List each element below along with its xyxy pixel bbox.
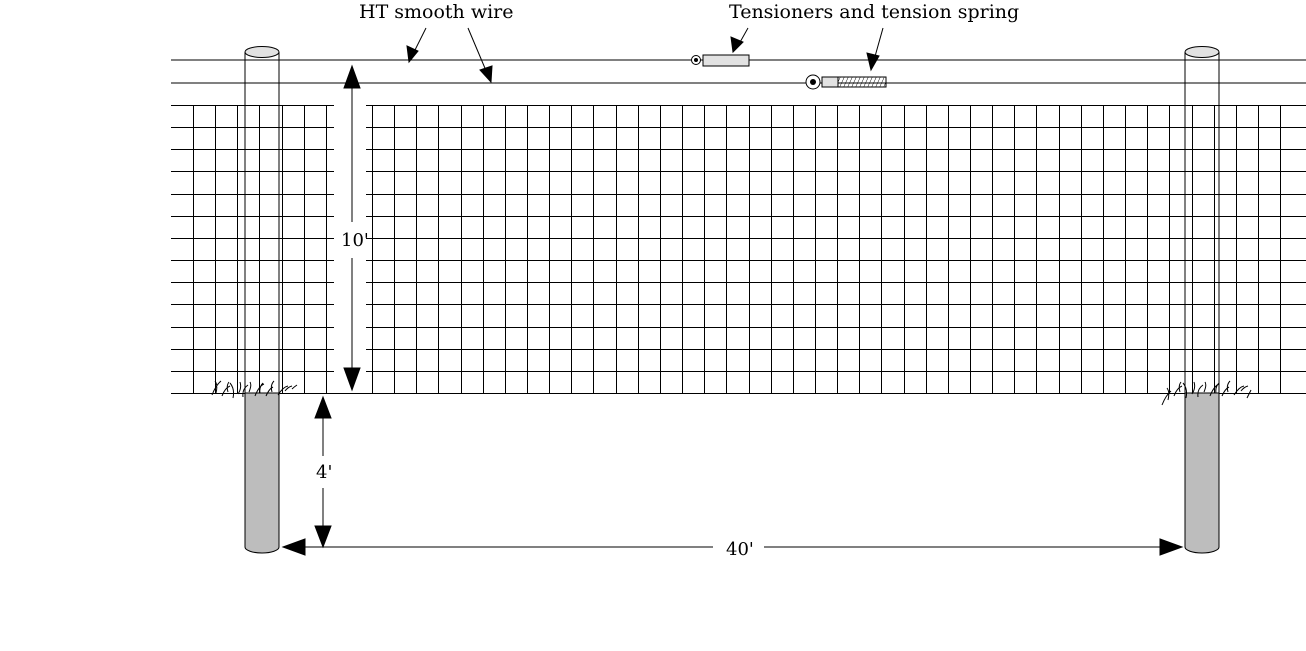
right-post-top (1185, 47, 1219, 58)
left-post-bottom-mask (246, 540, 279, 547)
tension-spring-coil (838, 77, 886, 87)
right-post-buried (1185, 393, 1219, 547)
dimension-post-spacing-label: 40' (726, 539, 754, 560)
tension-spring (806, 75, 886, 89)
arrow-head-second-wire (480, 66, 492, 82)
post-depth-arrow-top (315, 397, 331, 418)
tensioner-body (703, 55, 749, 66)
dimension-post-depth-label: 4' (316, 462, 333, 483)
mesh-height-arrow-bottom (344, 368, 360, 390)
left-post-top (245, 47, 279, 58)
label-tensioners: Tensioners and tension spring (729, 1, 1020, 23)
left-post-buried (245, 393, 279, 547)
right-post (1162, 47, 1251, 554)
tensioner (692, 55, 750, 66)
tension-spring-eye-center (810, 79, 816, 85)
post-spacing-arrow-left (283, 539, 305, 555)
tensioner-eye-center (694, 58, 698, 62)
post-spacing-arrow-right (1160, 539, 1182, 555)
post-depth-arrow-bottom (315, 526, 331, 547)
dimension-mesh-height-label: 10' (341, 230, 369, 251)
tension-spring-sleeve (822, 77, 838, 87)
label-ht-smooth-wire: HT smooth wire (359, 1, 514, 23)
mesh-height-arrow-top (344, 66, 360, 88)
arrow-head-spring (867, 53, 879, 70)
label-arrows (407, 28, 883, 82)
dimension-mesh-height (344, 66, 360, 390)
left-post (212, 47, 297, 554)
right-post-bottom-mask (1186, 540, 1219, 547)
arrow-to-second-wire (468, 28, 487, 73)
